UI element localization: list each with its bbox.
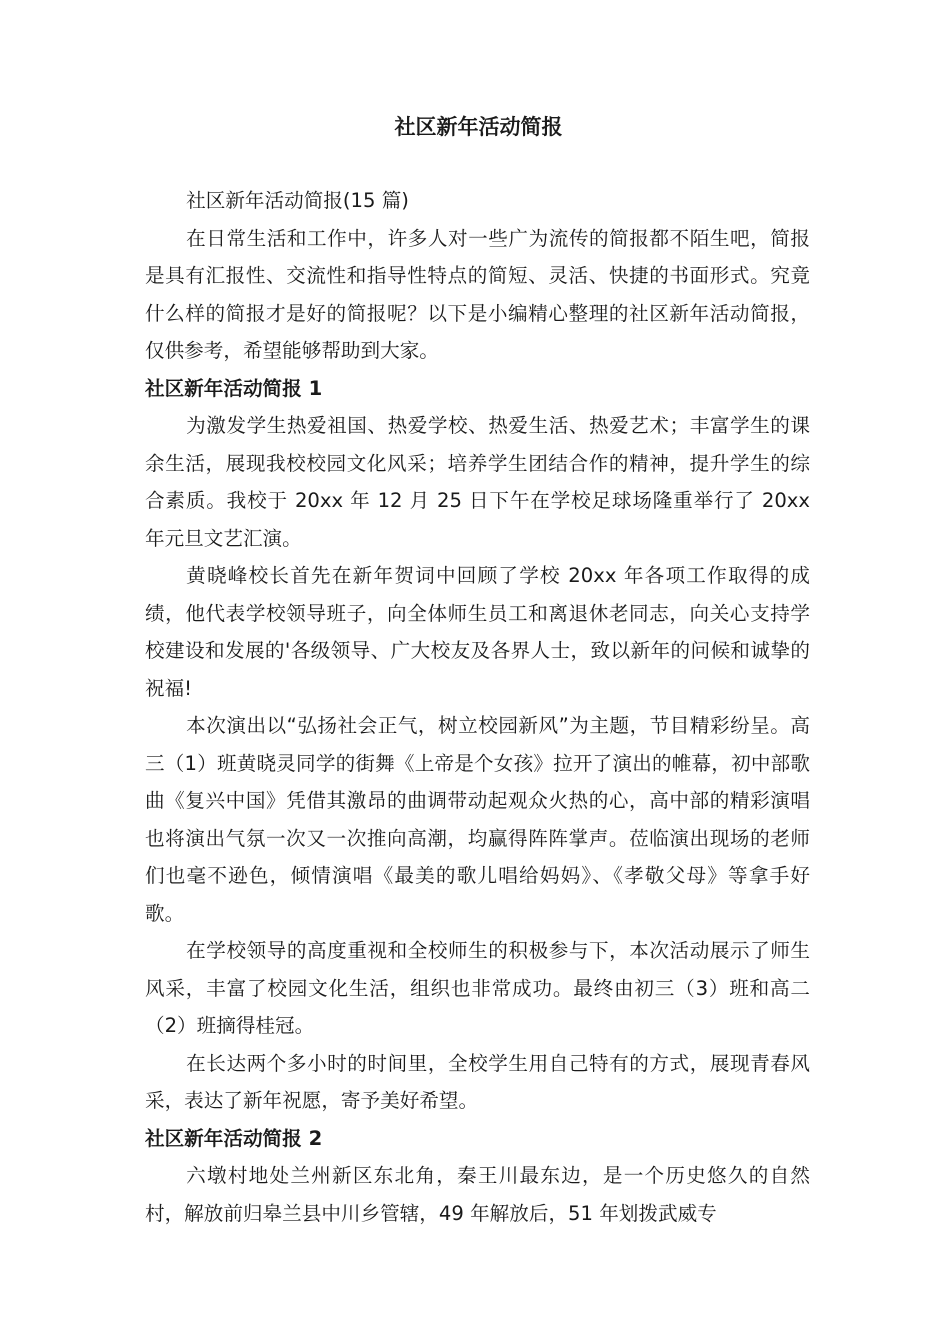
intro-paragraph: 在日常生活和工作中，许多人对一些广为流传的简报都不陌生吧，简报是具有汇报性、交流性和指导性特点的简短、灵活、快捷的书面形式。究竟什么样的简报才是好的简报呢？以下是小编精心整理的社区新年活动简报，仅供参考，希望能够帮助到大家。 [145, 226, 810, 362]
section-heading: 社区新年活动简报 1 [145, 376, 323, 400]
body-paragraph: 为激发学生热爱祖国、热爱学校、热爱生活、热爱艺术；丰富学生的课余生活，展现我校校园文化风采；培养学生团结合作的精神，提升学生的综合素质。我校于 20xx 年 12 月 25 日下午在学校足球场隆重举行了 20xx 年元旦文艺汇演。 [145, 414, 810, 550]
section-2 [145, 1120, 810, 1233]
document-subtitle: 社区新年活动简报(15 篇) [186, 189, 409, 212]
section-1 [145, 370, 810, 1120]
section-heading: 社区新年活动简报 2 [145, 1126, 323, 1150]
body-paragraph: 在长达两个多小时的时间里，全校学生用自己特有的方式，展现青春风采，表达了新年祝愿，寄予美好希望。 [145, 1051, 810, 1112]
body-paragraph: 在学校领导的高度重视和全校师生的积极参与下，本次活动展示了师生风采，丰富了校园文化生活，组织也非常成功。最终由初三（3）班和高二（2）班摘得桂冠。 [145, 939, 810, 1037]
document-page [145, 108, 810, 1232]
body-paragraph: 黄晓峰校长首先在新年贺词中回顾了学校 20xx 年各项工作取得的成绩，他代表学校领导班子，向全体师生员工和离退休老同志，向关心支持学校建设和发展的'各级领导、广大校友及各界人士，致以新年的问候和诚挚的祝福! [145, 564, 810, 700]
body-paragraph: 本次演出以“弘扬社会正气，树立校园新风”为主题，节目精彩纷呈。高三（1）班黄晓灵同学的街舞《上帝是个女孩》拉开了演出的帷幕，初中部歌曲《复兴中国》凭借其激昂的曲调带动起观众火热的心，高中部的精彩演唱也将演出气氛一次又一次推向高潮，均赢得阵阵掌声。莅临演出现场的老师们也毫不逊色，倾情演唱《最美的歌儿唱给妈妈》、《孝敬父母》等拿手好歌。 [145, 714, 810, 925]
document-title: 社区新年活动简报 [394, 115, 563, 139]
body-paragraph: 六墩村地处兰州新区东北角，秦王川最东边，是一个历史悠久的自然村，解放前归皋兰县中川乡管辖，49 年解放后，51 年划拨武威专 [145, 1164, 810, 1225]
